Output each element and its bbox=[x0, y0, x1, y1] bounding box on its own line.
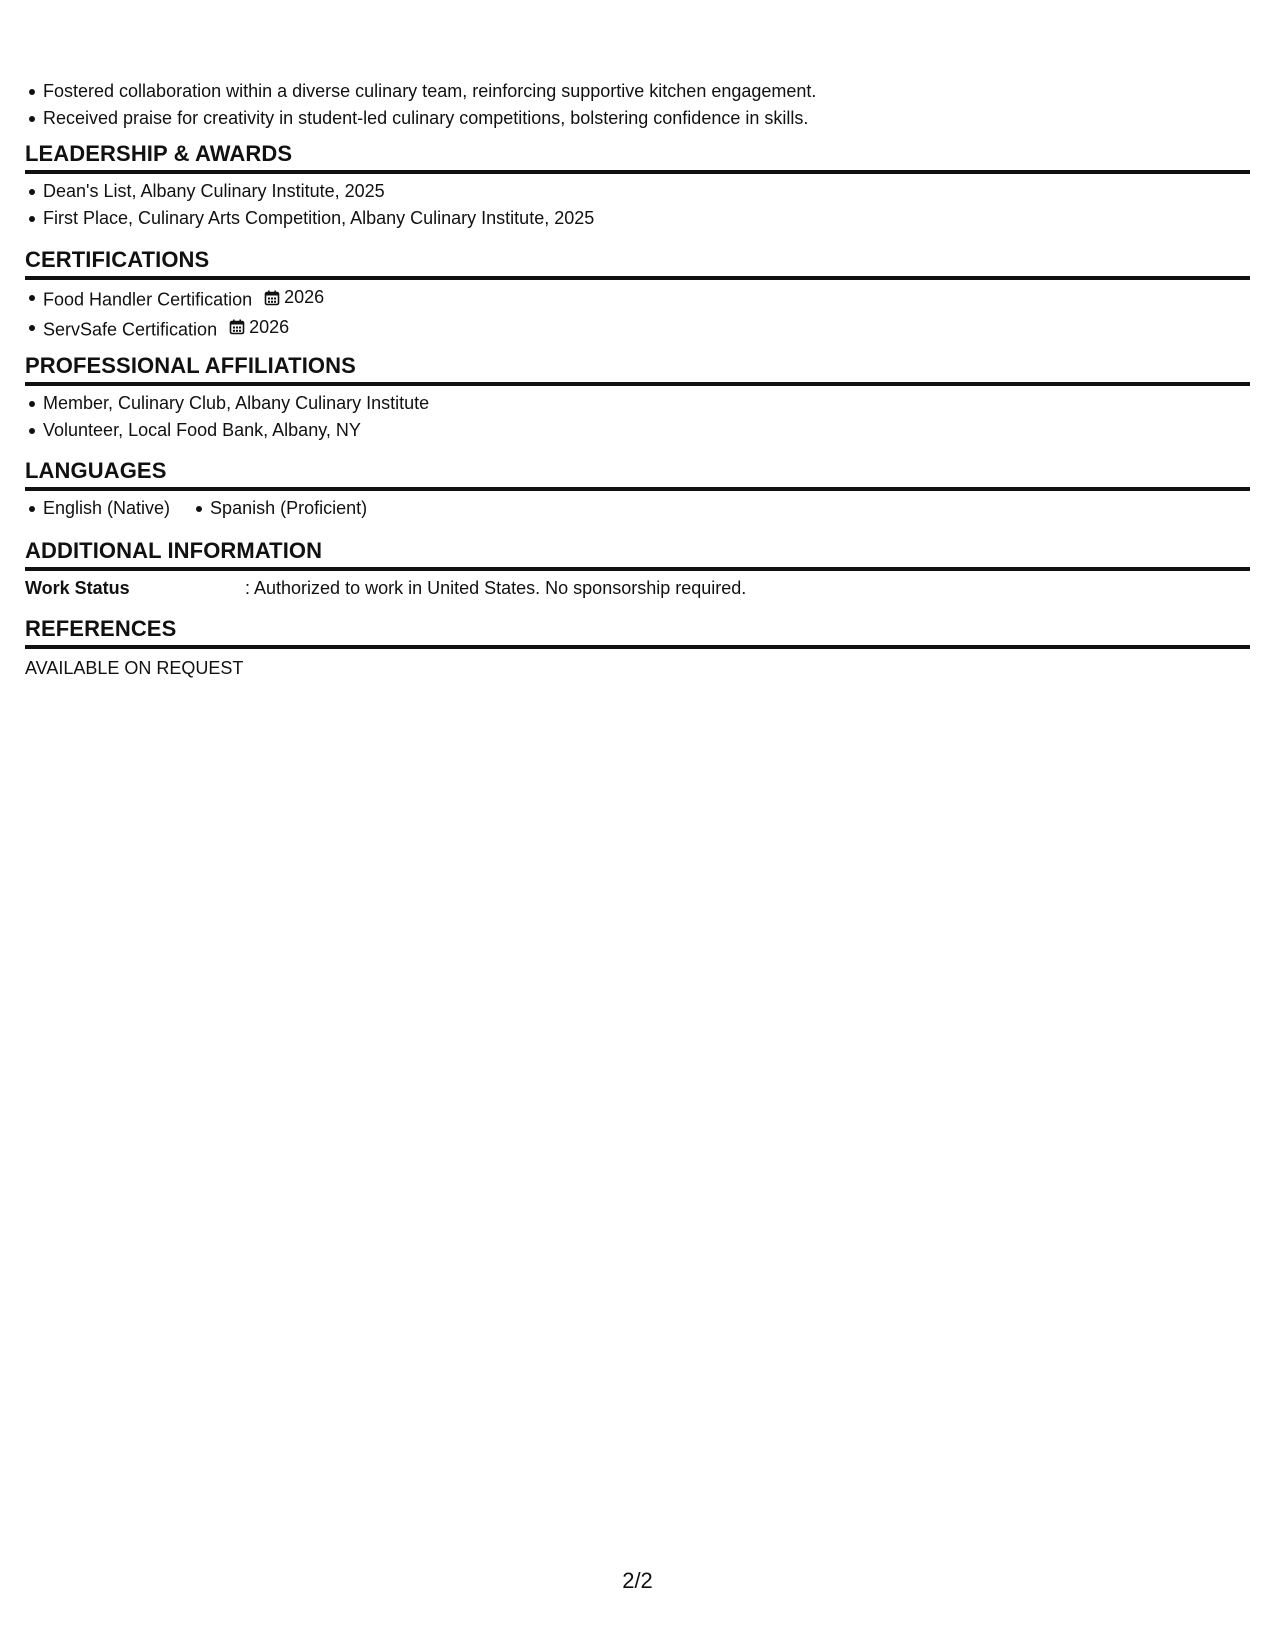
list-item: Spanish (Proficient) bbox=[210, 495, 367, 522]
section-divider bbox=[25, 170, 1250, 174]
affiliations-list bbox=[25, 390, 1250, 444]
references-section bbox=[25, 615, 1250, 681]
certification-year: 2026 bbox=[284, 287, 325, 307]
section-divider bbox=[25, 645, 1250, 649]
calendar-icon bbox=[229, 319, 245, 335]
certifications-section bbox=[25, 246, 1250, 343]
certification-date bbox=[229, 314, 289, 341]
certification-year: 2026 bbox=[249, 316, 290, 337]
certification-date bbox=[264, 284, 324, 311]
section-divider bbox=[25, 382, 1250, 386]
certification-name: ServSafe Certification bbox=[43, 319, 218, 339]
section-title: REFERENCES bbox=[25, 616, 177, 641]
calendar-icon bbox=[264, 290, 280, 306]
section-divider bbox=[25, 276, 1250, 280]
languages-section bbox=[25, 457, 1250, 522]
list-item: Volunteer, Local Food Bank, Albany, NY bbox=[43, 417, 1250, 444]
list-item: First Place, Culinary Arts Competition, Albany Culinary Institute, 2025 bbox=[43, 205, 1250, 232]
list-item: Member, Culinary Club, Albany Culinary Institute bbox=[43, 390, 1250, 417]
list-item bbox=[43, 314, 1250, 344]
page-number: 2/2 bbox=[622, 1568, 653, 1593]
additional-information-section bbox=[25, 537, 1250, 601]
section-title: LANGUAGES bbox=[25, 458, 167, 483]
resume-page bbox=[25, 0, 1250, 1650]
section-title: ADDITIONAL INFORMATION bbox=[25, 538, 323, 563]
leadership-section bbox=[25, 140, 1250, 232]
list-item: Received praise for creativity in student-led culinary competitions, bolstering confidence in skills. bbox=[43, 105, 1268, 132]
section-title: LEADERSHIP & AWARDS bbox=[25, 141, 293, 166]
section-title: PROFESSIONAL AFFILIATIONS bbox=[25, 353, 356, 378]
work-status-label: Work Status bbox=[25, 578, 130, 598]
section-title: CERTIFICATIONS bbox=[25, 247, 210, 272]
work-status-row bbox=[25, 575, 1250, 601]
section-divider bbox=[25, 567, 1250, 571]
references-text: AVAILABLE ON REQUEST bbox=[25, 658, 244, 678]
list-item: English (Native) bbox=[43, 495, 170, 522]
list-item bbox=[43, 284, 1250, 314]
experience-bullets bbox=[25, 78, 1268, 132]
list-item: Fostered collaboration within a diverse culinary team, reinforcing supportive kitchen engagement. bbox=[43, 78, 1268, 105]
certifications-list bbox=[25, 284, 1250, 343]
affiliations-section bbox=[25, 352, 1250, 444]
languages-list bbox=[25, 495, 1250, 522]
list-item: Dean's List, Albany Culinary Institute, 2025 bbox=[43, 178, 1250, 205]
work-status-value: : Authorized to work in United States. No sponsorship required. bbox=[245, 578, 747, 598]
section-divider bbox=[25, 487, 1250, 491]
certification-name: Food Handler Certification bbox=[43, 289, 253, 310]
leadership-list bbox=[25, 178, 1250, 232]
